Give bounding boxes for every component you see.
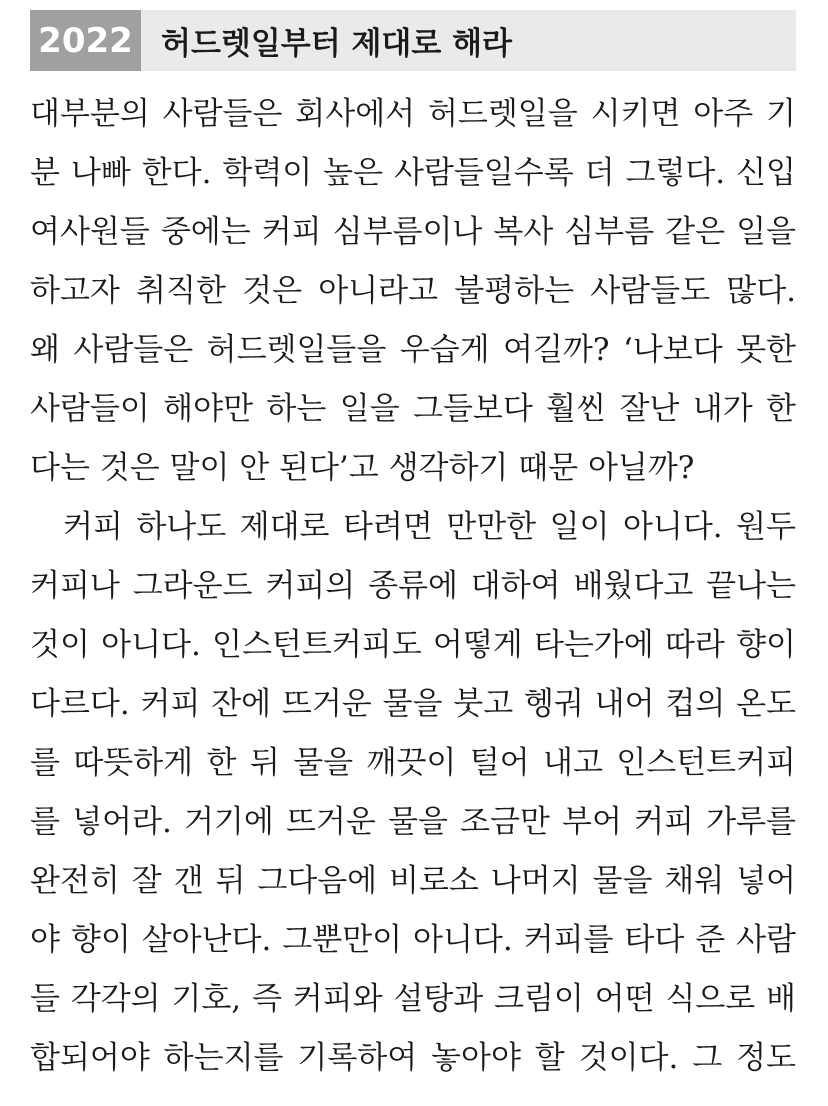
- text-line: 야 향이 살아난다. 그뿐만이 아니다. 커피를 타다 준 사람: [30, 922, 796, 958]
- text-line: 대부분의 사람들은 회사에서 허드렛일을 시키면 아주 기: [30, 96, 796, 132]
- year-badge: 2022: [30, 10, 141, 71]
- body-text: [30, 85, 796, 1088]
- text-line: 커피나 그라운드 커피의 종류에 대하여 배웠다고 끝나는: [30, 568, 796, 604]
- section-header: [30, 10, 796, 71]
- text-line: 분 나빠 한다. 학력이 높은 사람들일수록 더 그렇다. 신입: [30, 155, 796, 191]
- text-line: 합되어야 하는지를 기록하여 놓아야 할 것이다. 그 정도: [30, 1040, 796, 1076]
- paragraph-2: [30, 498, 796, 1088]
- text-line: 여사원들 중에는 커피 심부름이나 복사 심부름 같은 일을: [30, 214, 796, 250]
- text-line: 들 각각의 기호, 즉 커피와 설탕과 크림이 어떤 식으로 배: [30, 981, 796, 1017]
- text-line: 를 넣어라. 거기에 뜨거운 물을 조금만 부어 커피 가루를: [30, 804, 796, 840]
- section-title: 허드렛일부터 제대로 해라: [161, 26, 512, 62]
- text-line: 하고자 취직한 것은 아니라고 불평하는 사람들도 많다.: [30, 273, 796, 309]
- text-line: 완전히 잘 갠 뒤 그다음에 비로소 나머지 물을 채워 넣어: [30, 863, 796, 899]
- text-line: 다르다. 커피 잔에 뜨거운 물을 붓고 헹궈 내어 컵의 온도: [30, 686, 796, 722]
- text-line: 것이 아니다. 인스턴트커피도 어떻게 타는가에 따라 향이: [30, 627, 796, 663]
- text-line: 커피 하나도 제대로 타려면 만만한 일이 아니다. 원두: [63, 509, 796, 545]
- paragraph-1: [30, 85, 796, 498]
- text-line: 사람들이 해야만 하는 일을 그들보다 훨씬 잘난 내가 한: [30, 391, 796, 427]
- text-line: 왜 사람들은 허드렛일들을 우습게 여길까? ‘나보다 못한: [30, 332, 796, 368]
- text-line: 다는 것은 말이 안 된다’고 생각하기 때문 아닐까?: [30, 450, 695, 486]
- text-line: 를 따뜻하게 한 뒤 물을 깨끗이 털어 내고 인스턴트커피: [30, 745, 796, 781]
